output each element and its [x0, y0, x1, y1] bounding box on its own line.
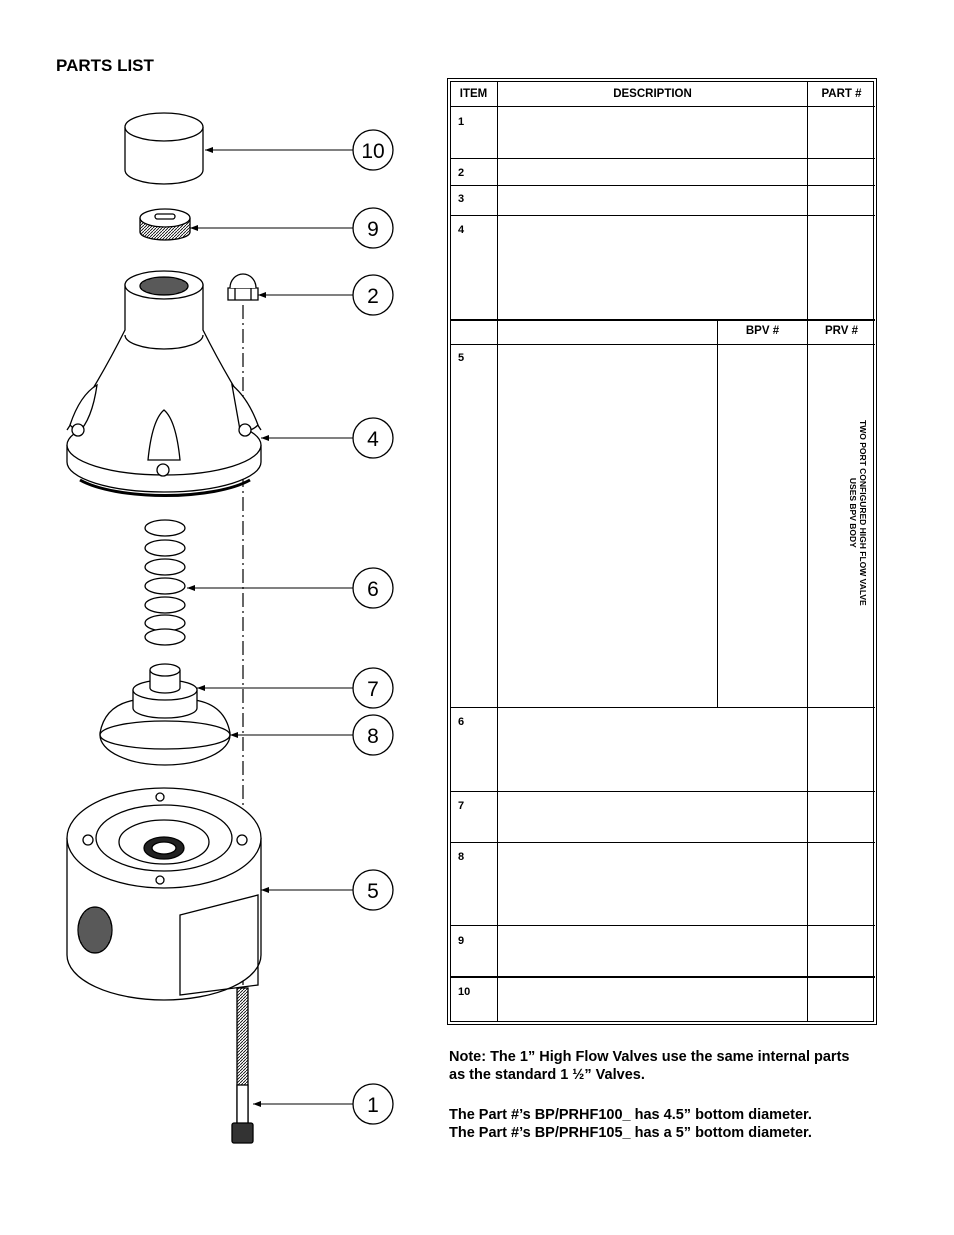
- callout-5: 5: [367, 880, 379, 903]
- note1-line2: as the standard 1 ½” Valves.: [449, 1067, 645, 1083]
- note2-line2: The Part #’s BP/PRHF105_ has a 5” bottom diameter.: [449, 1125, 812, 1141]
- item-4: 4: [458, 224, 465, 236]
- row-line: [450, 158, 875, 159]
- item-8: 8: [458, 851, 465, 863]
- callout-8: 8: [367, 725, 379, 748]
- item-5: 5: [458, 352, 465, 364]
- note-bottom-diameter: [449, 1106, 899, 1142]
- row-line: [450, 976, 875, 978]
- rotated-note: [848, 420, 868, 606]
- callout-2: 2: [367, 285, 379, 308]
- callout-10: 10: [361, 140, 385, 163]
- item-9: 9: [458, 935, 465, 947]
- callout-4: 4: [367, 428, 379, 451]
- callout-9: 9: [367, 218, 379, 241]
- parts-table-inner: [450, 81, 874, 1022]
- item-6: 6: [458, 716, 465, 728]
- row-line: [450, 791, 875, 792]
- row-line: [450, 842, 875, 843]
- part-7-piston: [133, 664, 197, 718]
- header-prv: PRV #: [824, 325, 859, 337]
- parts-table: [447, 78, 877, 1025]
- part-2-acorn-nut: [228, 274, 258, 300]
- header-item: ITEM: [459, 88, 488, 100]
- page-title: PARTS LIST: [56, 56, 154, 75]
- col-divider-prv: [807, 320, 808, 707]
- header-bpv: BPV #: [745, 325, 780, 337]
- header-part: PART #: [821, 88, 862, 100]
- part-10-cap: [125, 113, 203, 184]
- note1-line1: Note: The 1” High Flow Valves use the same internal parts: [449, 1049, 850, 1065]
- callout-7: 7: [367, 678, 379, 701]
- col-divider-item: [497, 81, 498, 1022]
- callout-6: 6: [367, 578, 379, 601]
- col-divider-part-top: [807, 81, 808, 319]
- note-internal-parts: [449, 1048, 899, 1084]
- rotated-note-line1: TWO PORT CONFIGURED HIGH FLOW VALVE: [858, 420, 868, 606]
- part-4-bonnet: [67, 271, 261, 496]
- callout-1: 1: [367, 1094, 379, 1117]
- row-line: [450, 344, 875, 345]
- item-2: 2: [458, 167, 465, 179]
- row-line: [450, 185, 875, 186]
- rotated-note-line2: USES BPV BODY: [848, 477, 858, 548]
- item-3: 3: [458, 193, 465, 205]
- row-line: [450, 707, 875, 708]
- item-10: 10: [458, 986, 471, 998]
- item-1: 1: [458, 116, 465, 128]
- part-5-body: [67, 788, 261, 1000]
- part-6-spring: [145, 520, 185, 645]
- row-line: [450, 106, 875, 107]
- callout-circles: [353, 130, 393, 1124]
- part-9-plug: [140, 209, 190, 240]
- row-line: [450, 925, 875, 926]
- part-1-bolt: [232, 988, 253, 1143]
- row-line: [450, 319, 875, 321]
- col-divider-bpv: [717, 320, 718, 707]
- col-divider-part-bottom: [807, 707, 808, 1022]
- item-7: 7: [458, 800, 465, 812]
- row-line: [450, 215, 875, 216]
- note2-line1: The Part #’s BP/PRHF100_ has 4.5” bottom diameter.: [449, 1107, 812, 1123]
- header-description: DESCRIPTION: [613, 88, 692, 100]
